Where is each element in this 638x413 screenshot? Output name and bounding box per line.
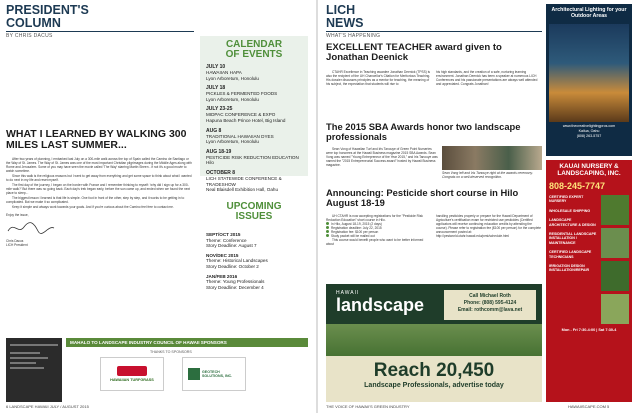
story3-bullet-text: In Hilo, August 18-19, 2015 (2 days) xyxy=(331,222,382,226)
news-byline: WHAT'S HAPPENING xyxy=(326,33,381,39)
calendar-title-line2: OF EVENTS xyxy=(225,49,283,60)
contact-card xyxy=(6,338,62,402)
event-name: MIDPAC CONFERENCE & EXPO xyxy=(206,112,276,118)
footer-left: 6 LANDSCAPE HAWAII JULY / AUGUST 2015 xyxy=(6,404,89,409)
president-paragraph: Keep it simple and always work towards your goals. And if you're curious about the Camino feel free to contact me. xyxy=(12,205,174,209)
issue-theme: Theme: Historical Landscapes xyxy=(206,258,268,264)
calendar-event xyxy=(206,128,302,145)
sponsor1-label: HAWAIIAN TURFGRASS xyxy=(110,378,154,382)
president-body xyxy=(6,157,194,247)
bullet-icon xyxy=(326,222,329,225)
right-page xyxy=(318,0,638,413)
event-date: JULY 23-25 xyxy=(206,106,233,113)
event-place: Neal Blaisdell Exhibition Hall, Oahu xyxy=(206,187,279,193)
upcoming-title-line1: UPCOMING xyxy=(226,201,282,212)
left-page xyxy=(0,0,316,413)
event-date: OCTOBER 8 xyxy=(206,169,236,176)
kauai-phone: 808-245-7747 xyxy=(549,181,606,191)
sba-photo xyxy=(442,146,542,170)
turf-logo-icon xyxy=(117,366,147,376)
reach-panel xyxy=(326,356,542,402)
calendar-box xyxy=(200,36,308,193)
president-paragraph: After two years of planning, I embarked last July on a 300-mile walk across the top of Spain called the Camino de Santiago or the Way of St. James. The Way of St. James was one of the most important Christian pilgrimages during the Middle Ages along with Rome and Jerusalem. Some of you may have seen the movie called 'The Way' starring Martin Sheen - if not it's a good movie to watch sometime. xyxy=(6,157,192,173)
upcoming-box xyxy=(200,182,308,352)
page-gutter xyxy=(316,0,318,413)
sba-caption: Sean Vong left and Iris Tanouye right at the awards ceremony. Congrats on a well-deserved recognition. xyxy=(442,171,533,179)
landscape-ad[interactable] xyxy=(326,284,542,402)
upcoming-issue xyxy=(206,232,302,249)
president-title-line1: PRESIDENT'S xyxy=(6,3,89,17)
event-place: Lyon Arboretum, Honolulu xyxy=(206,96,259,102)
president-headline: WHAT I LEARNED BY WALKING 300 MILES LAST SUMMER... xyxy=(6,128,187,151)
story3-headline: Announcing: Pesticide short course in Hilo August 18-19 xyxy=(326,187,519,208)
kauai-service: CERTIFIED LANDSCAPE TECHNICIANS xyxy=(549,250,592,259)
story2-headline: The 2015 SBA Awards honor two landscape professionals xyxy=(326,121,521,142)
issue-deadline: Story Deadline: December 4 xyxy=(206,284,264,290)
president-title-line2: COLUMN xyxy=(6,15,61,30)
bullet-icon xyxy=(326,234,329,237)
issue-deadline: Story Deadline: October 2 xyxy=(206,263,259,269)
phone-label: Phone: (808) 595-4124 xyxy=(463,300,517,306)
sponsor-geotech[interactable] xyxy=(182,357,246,391)
news-title-line2: NEWS xyxy=(326,15,364,30)
news-title-line1: LICH xyxy=(326,3,356,17)
landscape-brand-prefix: HAWAII xyxy=(336,290,360,296)
event-name: HAWAIIAN HAPA xyxy=(206,70,242,75)
lighting-web: www.thecreativelightingpros.com xyxy=(562,124,616,128)
bullet-icon xyxy=(326,230,329,233)
geotech-logo-icon xyxy=(188,368,200,380)
story3-bullet-text: Registration fee: $100 per person xyxy=(331,230,379,234)
upcoming-title-line2: ISSUES xyxy=(235,211,273,222)
news-title xyxy=(326,4,364,29)
footer-right: HAWAIISCAPE.COM 5 xyxy=(568,404,610,409)
story3-bullet-text: Registration deadline: July 22, 2015 xyxy=(331,226,382,230)
event-name: LICH STATEWIDE CONFERENCE & TRADESHOW xyxy=(206,175,282,187)
event-date: JULY 18 xyxy=(206,85,226,92)
story3-right: handling pesticides properly or prepare for the Hawaii Department of Agriculture's certification exam for restricted use pesticides (Certified applicators will receive continuing education credits by attending the course). Please refer to registration fee ($100 per person) for the complete announcement posted at: http://pestworld.ctahr.hawaii.edu/pest/schedule.html xyxy=(436,214,542,238)
issue-date: SEPT/OCT 2015 xyxy=(206,232,241,237)
calendar-event xyxy=(206,106,302,123)
kauai-photos xyxy=(601,195,629,324)
kauai-service: RESIDENTIAL LANDSCAPE INSTALLATION / MAINTENANCE xyxy=(549,232,597,245)
story2-text: Sean Vong of Hawaiian Turf and Iris Tanouye of Green Point Nurseries were top honorees at the Hawaii Business magazine 2015 SBA Awards. Sean Vong was named "Young Entrepreneur of the Year 2015," and Iris Tanouye was named the "2015 Entrepreneurial Success award" hosted by Hawaii Business magazine. xyxy=(326,147,438,167)
reach-number: Reach 20,450 xyxy=(373,360,495,381)
lighting-city: Kailua, Oahu xyxy=(578,129,600,133)
sponsor-hawaiian-turfgrass[interactable] xyxy=(100,357,164,391)
story1-text-right: his high standards, and the creation of a safe, nurturing learning environment. Jonathan Deenick has been a speaker at numerous LICH Conferences and his passionate presentations are always well attended and appreciated. Congrats Jonathan! xyxy=(436,70,538,86)
kauai-hours: Mon - Fri 7:30-4:00 | Sat 7:30-4 xyxy=(561,328,617,332)
kauai-service: IRRIGATION DESIGN INSTALLATION/REPAIR xyxy=(549,264,590,273)
signature-title: LICH President xyxy=(6,243,28,247)
event-name: PESTICIDE RISK REDUCTION EDUCATION xyxy=(206,154,299,160)
event-name: PICKLES & FERMENTED FOODS xyxy=(206,91,278,97)
calendar-title xyxy=(200,40,308,60)
lighting-ad[interactable] xyxy=(546,4,632,156)
issue-theme: Theme: Conference xyxy=(206,237,247,243)
signature-name: Chris Dacus xyxy=(6,239,24,243)
issue-date: NOV/DEC 2015 xyxy=(206,252,239,258)
event-place: Hilo xyxy=(206,160,214,166)
story3-more: This course would benefit people who want to be better informed about xyxy=(326,238,424,246)
upcoming-title xyxy=(200,202,308,222)
lighting-photo xyxy=(549,24,629,122)
upcoming-issue xyxy=(206,253,302,270)
event-date: AUG 18-19 xyxy=(206,148,232,155)
calendar-event xyxy=(206,85,302,102)
sign-off: Enjoy the issue, xyxy=(6,213,29,217)
call-label: Call Michael Roth xyxy=(469,293,511,299)
news-rule xyxy=(326,31,542,32)
president-rule xyxy=(6,31,194,32)
landscape-contact xyxy=(444,290,536,320)
event-name: TRADITIONAL HAWAIIAN DYES xyxy=(206,133,274,139)
story1-text-left: CTAHR Excellence in Teaching awardee Jonathan Deenick (TPSS) is also the recipient of the UH Chancellor's Citation for Meritorious Teaching. His dossier discusses principles as a mentor for teaching, the meaning of his subject, the expectation that students will rise to xyxy=(326,70,431,86)
story1-headline: EXCELLENT TEACHER award given to Jonathan Deenick xyxy=(326,42,502,63)
event-place: Lyon Arboretum, Honolulu xyxy=(206,139,259,145)
landscape-brand: landscape xyxy=(336,295,425,315)
lighting-phone: (808) 263-5757 xyxy=(576,134,602,138)
footer-mid: THE VOICE OF HAWAII'S GREEN INDUSTRY xyxy=(326,404,410,409)
story3-bullet-text: Study packet will be mailed out xyxy=(331,234,375,238)
kauai-service: WHOLESALE SHIPPING xyxy=(549,208,591,213)
calendar-title-line1: CALENDAR xyxy=(225,39,283,50)
lighting-title: Architectural Lighting for your Outdoor Areas xyxy=(551,7,627,19)
president-paragraph: The first day of the journey, I began on the border with France and I remember thinking to myself: 'why did I sign up for a 300-mile walk?' But there was no going back. Each day's trek began early, before the sun came up, and ended when we found the next place to sleep... xyxy=(6,183,191,195)
kauai-ad[interactable] xyxy=(546,160,632,402)
reach-sub: Landscape Professionals, advertise today xyxy=(364,382,504,389)
event-place: Lyon Arboretum, Honolulu xyxy=(206,75,259,81)
upcoming-issue xyxy=(206,274,302,291)
issue-theme: Theme: Young Professionals xyxy=(206,279,265,285)
sponsor2-label: GEOTECH SOLUTIONS, INC. xyxy=(202,370,233,378)
kauai-service: LANDSCAPE ARCHITECTURE & DESIGN xyxy=(549,218,596,227)
issue-date: JAN/FEB 2016 xyxy=(206,273,238,279)
kauai-service: CERTIFIED EXPERT NURSERY xyxy=(549,195,584,204)
sponsors-bar: MAHALO TO LANDSCAPE INDUSTRY COUNCIL OF HAWAII SPONSORS xyxy=(66,338,308,347)
story1-body xyxy=(326,70,542,86)
event-date: JULY 10 xyxy=(206,64,226,70)
event-place: Hapuna Beach Prince Hotel, Big Island xyxy=(206,117,286,123)
president-title xyxy=(6,4,89,29)
event-date: AUG 8 xyxy=(206,127,222,134)
president-paragraph: The biggest lesson I learned is that life is simple. One foot in front of the other, step by step, and it works to be getting in to complicated. But we make it so complicated. xyxy=(6,196,185,204)
kauai-line1: KAUAI NURSERY & xyxy=(559,163,619,170)
calendar-event xyxy=(206,64,302,81)
calendar-event xyxy=(206,149,302,166)
signature xyxy=(6,219,56,237)
story3-left xyxy=(326,214,432,246)
email-label: Email: rothcomm@lava.net xyxy=(457,307,523,313)
bullet-icon xyxy=(326,226,329,229)
sponsors-thanks: THANKS TO SPONSORS xyxy=(150,350,192,354)
president-byline: BY CHRIS DACUS xyxy=(6,33,53,39)
story3-intro: UH CTAHR is now accepting registrations for the "Pesticide Risk Reduction Education" short course in Hilo. xyxy=(326,214,423,222)
issue-deadline: Story Deadline: August 7 xyxy=(206,243,257,249)
kauai-line2: LANDSCAPING, INC. xyxy=(557,170,621,177)
president-paragraph: Since this walk is the religious reasons but I went to get away from everything and get some space to think about what I wanted to do next in my life and reset myself. xyxy=(6,174,192,182)
